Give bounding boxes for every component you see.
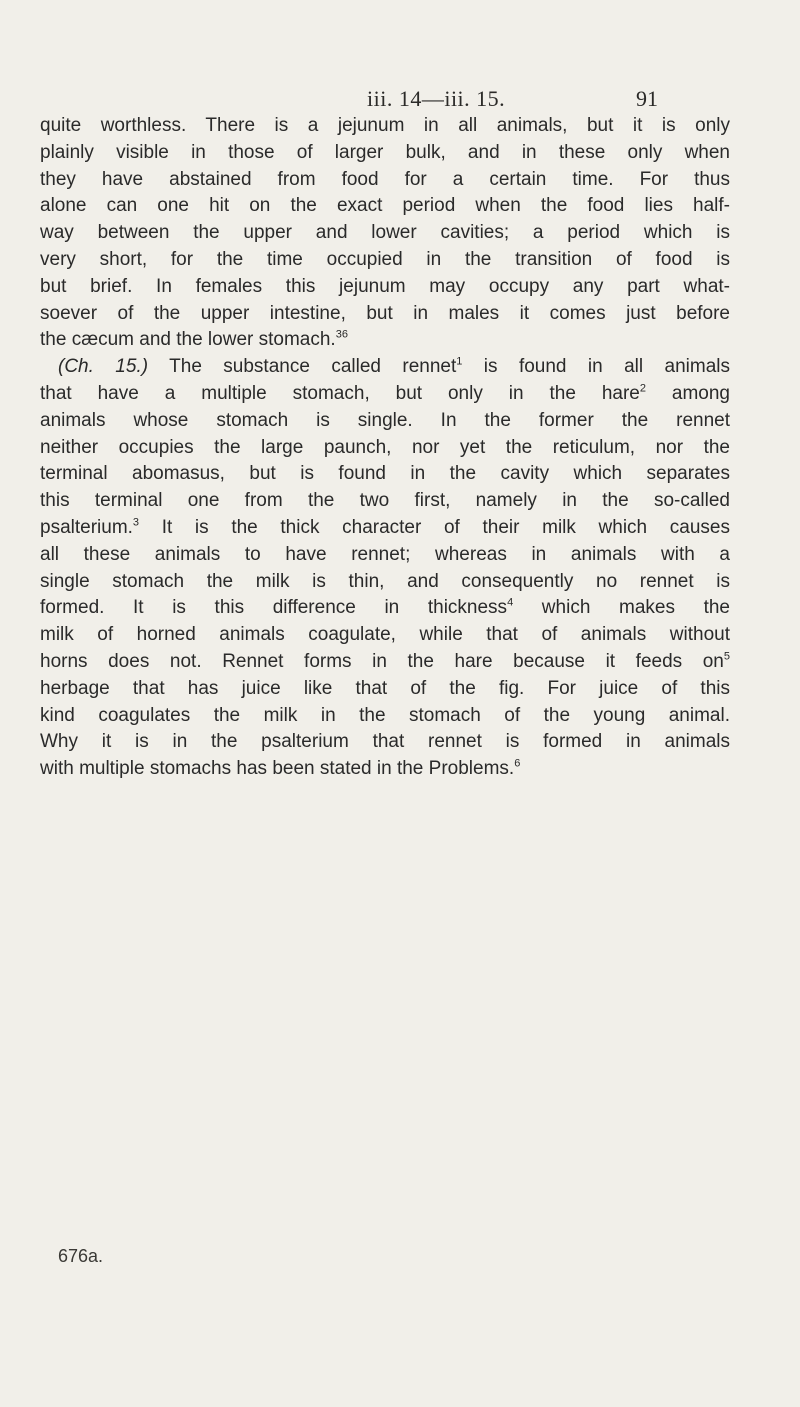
text-line: animals whose stomach is single. In the former the rennet	[40, 409, 730, 431]
text-line: way between the upper and lower cavities; a period which is	[40, 222, 730, 244]
text-line	[40, 327, 730, 354]
chapter-label: (Ch. 15.)	[58, 356, 149, 378]
line-text: It is the thick character of their milk which causes	[139, 516, 730, 538]
line-text: which makes the	[513, 597, 730, 619]
text-line: they have abstained from food for a certain time. For thus	[40, 168, 730, 190]
text-line: very short, for the time occupied in the transition of food is	[40, 248, 730, 270]
text-line	[40, 595, 730, 622]
text-line: herbage that has juice like that of the fig. For juice of this	[40, 677, 730, 699]
plate-mark: 676a.	[58, 1246, 104, 1266]
page-number: 91	[636, 86, 658, 111]
footnote-ref: 5	[723, 650, 730, 663]
text-line: Why it is in the psalterium that rennet is formed in animals	[40, 731, 730, 753]
text-line	[40, 354, 730, 381]
line-text: psalterium.	[40, 516, 133, 538]
running-head	[0, 86, 800, 116]
text-line	[40, 649, 730, 676]
text-line: but brief. In females this jejunum may occupy any part what-	[40, 275, 730, 297]
line-text: with multiple stomachs has been stated in the Problems.	[40, 758, 515, 780]
footnote-ref: 3	[132, 516, 140, 529]
text-line: alone can one hit on the exact period when the food lies half-	[40, 195, 730, 217]
text-line: milk of horned animals coagulate, while that of animals without	[40, 624, 730, 646]
line-text: among	[645, 382, 730, 404]
text-line	[40, 515, 730, 542]
line-text: is found in all animals	[462, 356, 730, 378]
text-line: neither occupies the large paunch, nor yet the reticulum, nor the	[40, 436, 730, 458]
line-text: that have a multiple stomach, but only in the hare	[40, 382, 640, 404]
text-line: quite worthless. There is a jejunum in all animals, but it is only	[40, 115, 730, 136]
text-line: this terminal one from the two first, namely in the so-called	[40, 490, 730, 512]
body-text	[40, 113, 730, 783]
line-text: formed. It is this difference in thickness	[40, 597, 508, 619]
footnote-ref: 36	[335, 329, 348, 342]
line-text: the cæcum and the lower stomach.	[40, 329, 336, 351]
text-line: kind coagulates the milk in the stomach of the young animal.	[40, 704, 730, 726]
text-line: soever of the upper intestine, but in males it comes just before	[40, 302, 730, 324]
text-line: all these animals to have rennet; whereas in animals with a	[40, 543, 730, 565]
text-line: plainly visible in those of larger bulk, and in these only when	[40, 141, 730, 163]
footnote-ref: 4	[507, 597, 514, 610]
footnote-ref: 1	[456, 355, 463, 368]
section-reference: iii. 14—iii. 15.	[367, 86, 506, 111]
text-line: terminal abomasus, but is found in the cavity which separates	[40, 463, 730, 485]
footnote-ref: 6	[514, 757, 521, 770]
line-text: The substance called rennet	[169, 356, 457, 378]
footnote-ref: 2	[639, 382, 646, 395]
text-line: single stomach the milk is thin, and consequently no rennet is	[40, 570, 730, 592]
text-line	[40, 756, 730, 783]
line-text: horns does not. Rennet forms in the hare because it feeds on	[40, 650, 724, 672]
text-line	[40, 381, 730, 408]
